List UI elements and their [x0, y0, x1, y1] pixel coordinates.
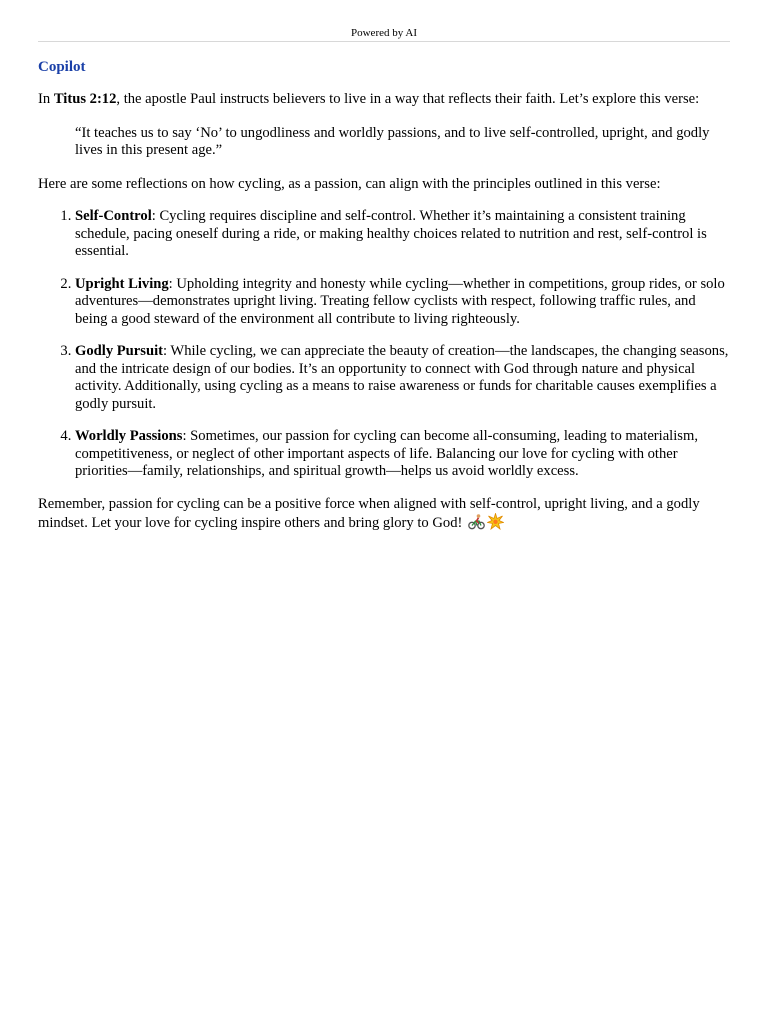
intro-prefix: In: [38, 91, 54, 107]
powered-by-header: [38, 0, 730, 42]
cyclist-icon: [468, 513, 485, 530]
point-title: Worldly Passions: [75, 428, 183, 444]
list-item: [75, 208, 730, 261]
point-title: Upright Living: [75, 275, 169, 292]
powered-by-label: Powered by AI: [351, 27, 417, 39]
intro-suffix: , the apostle Paul instructs believers to live in a way that reflects their faith. Let’s explore this verse:: [116, 91, 700, 107]
sparkle-burst-icon: [487, 513, 504, 530]
closing-text: Remember, passion for cycling can be a positive force when aligned with self-control, upright living, and a godly mindset. Let your love for cycling inspire others and bring glory to God!: [38, 495, 700, 531]
point-title: Self-Control: [75, 208, 152, 224]
point-text: : While cycling, we can appreciate the beauty of creation—the landscapes, the changing seasons, and the intricate design of our bodies. It’s an opportunity to connect with God through nature and physical activity. Additionally, using cycling as a means to raise awareness or funds for charitable causes exemplifies a godly pursuit.: [75, 343, 729, 412]
list-item: [75, 343, 730, 413]
closing-paragraph: [38, 496, 730, 533]
reflections-lead: Here are some reflections on how cycling, as a passion, can align with the principles outlined in this verse:: [38, 175, 661, 192]
list-item: [75, 428, 730, 481]
verse-reference: Titus 2:12: [53, 91, 117, 107]
point-text: : Cycling requires discipline and self-control. Whether it’s maintaining a consistent training schedule, pacing oneself during a ride, or making healthy choices related to nutrition and rest, self-control is essential.: [75, 208, 707, 259]
intro-paragraph: [38, 91, 730, 109]
reflections-list: [38, 208, 730, 481]
verse-quote: “It teaches us to say ‘No’ to ungodliness and worldly passions, and to live self-controlled, upright, and godly lives in this present age.”: [75, 124, 710, 158]
point-text: : Sometimes, our passion for cycling can become all-consuming, leading to materialism, competitiveness, or neglect of other important aspects of life. Balancing our love for cycling with other priorities—family, relationships, and spiritual growth—helps us avoid worldly excess.: [75, 428, 698, 479]
point-text: : Upholding integrity and honesty while cycling—whether in competitions, group rides, or solo adventures—demonstrates upright living. Treating fellow cyclists with respect, following traffic rules, and being a good steward of the environment all contribute to living righteously.: [75, 275, 725, 327]
list-item: [75, 276, 730, 329]
copilot-brand-title: Copilot: [38, 59, 86, 75]
point-title: Godly Pursuit: [75, 343, 163, 359]
